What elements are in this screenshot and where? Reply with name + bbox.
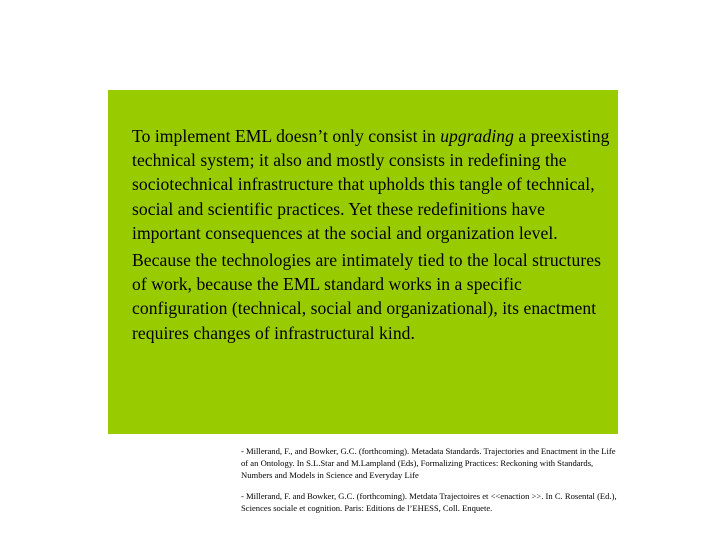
paragraph-1-start: To implement EML doesn’t only consist in (132, 126, 441, 146)
paragraph-1-end: a preexisting technical system; it also and mostly consists in redefining the sociotechnical infrastructure that upholds this tangle of technical, social and scientific practices. Yet these redefinitions have important consequences at the social and organization level. (132, 126, 610, 243)
paragraph-1-emphasis: upgrading (440, 126, 514, 146)
main-text-block (132, 124, 612, 345)
reference-2: - Millerand, F. and Bowker, G.C. (forthcoming). Metdata Trajectoires et <<enaction >>. In C. Rosental (Ed.), Sciences sociale et cognition. Paris: Editions de l’EHESS, Coll. Enquete. (241, 491, 617, 513)
references (241, 445, 621, 514)
paragraph-1 (132, 124, 612, 245)
paragraph-2: Because the technologies are intimately tied to the local structures of work, because the EML standard works in a specific configuration (technical, social and organizational), its enactment requires changes of infrastructural kind. (132, 250, 601, 343)
reference-1: - Millerand, F., and Bowker, G.C. (forthcoming). Metadata Standards. Trajectories and Enactment in the Life of an Ontology. In S.L.Star and M.Lampland (Eds), Formalizing Practices: Reckoning with Standards, Numbers and Models in Science and Everyday Life (241, 446, 616, 480)
